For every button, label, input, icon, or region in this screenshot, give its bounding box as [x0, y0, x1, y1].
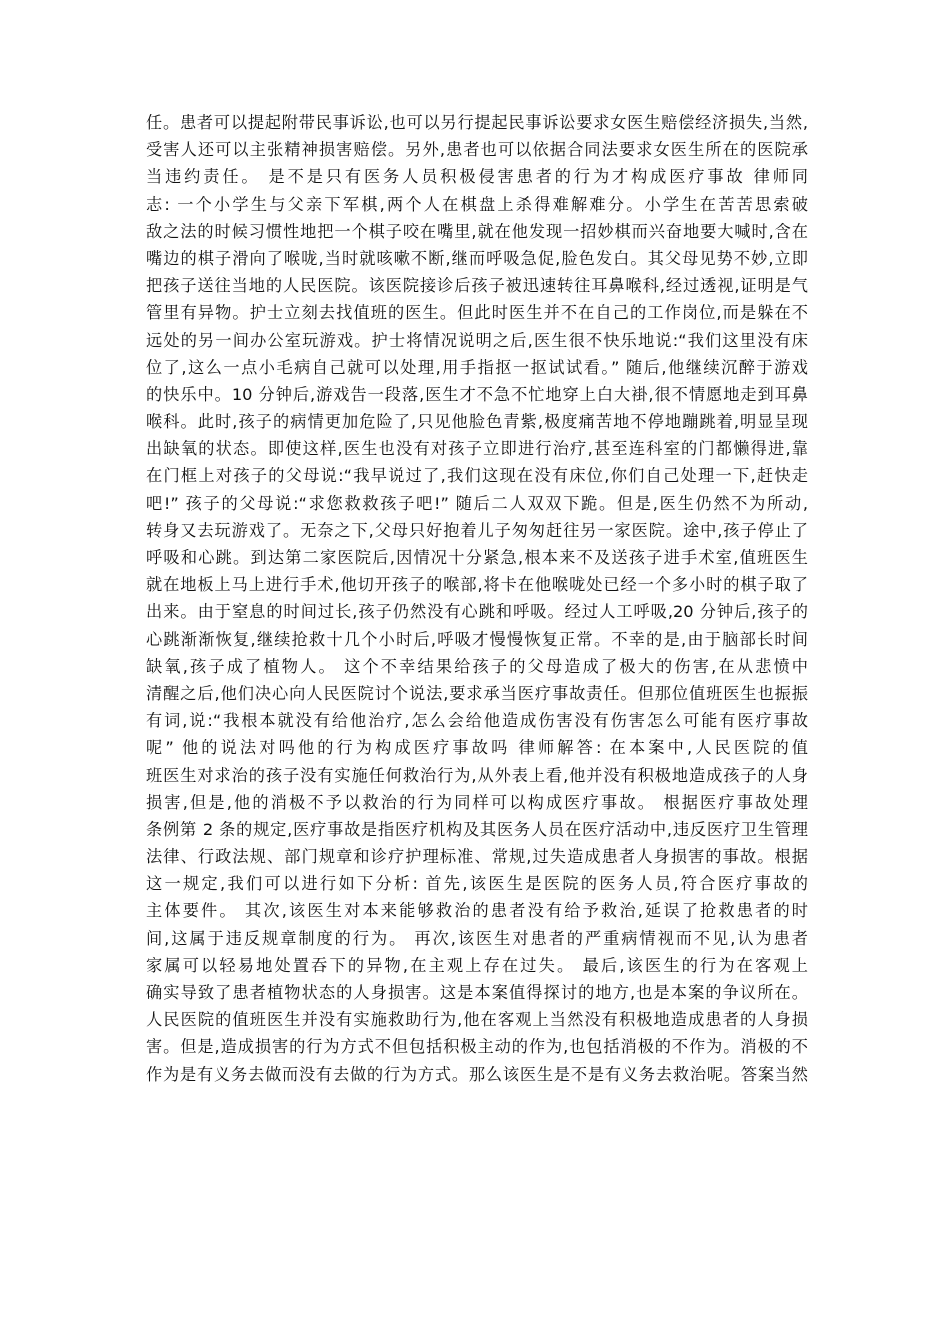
text-line: 呢” 他的说法对吗他的行为构成医疗事故吗 律师解答: 在本案中,人民医院的值 [146, 738, 808, 758]
text-line: 作为是有义务去做而没有去做的行为方式。那么该医生是不是有义务去救治呢。答案当然 [146, 1064, 808, 1084]
text-line: 吧!” 孩子的父母说:“求您救救孩子吧!” 随后二人双双下跪。但是,医生仍然不为所动, [146, 493, 808, 513]
text-line: 人民医院的值班医生并没有实施救助行为,他在客观上当然没有积极地造成患者的人身损 [146, 1010, 808, 1030]
text-line: 的快乐中。10 分钟后,游戏告一段落,医生才不急不忙地穿上白大褂,很不情愿地走到耳鼻 [146, 384, 808, 404]
text-line: 嘴边的棋子滑向了喉咙,当时就咳嗽不断,继而呼吸急促,脸色发白。其父母见势不妙,立即 [146, 248, 808, 268]
text-line: 出来。由于窒息的时间过长,孩子仍然没有心跳和呼吸。经过人工呼吸,20 分钟后,孩子的 [146, 602, 808, 622]
document-body [146, 109, 808, 1088]
text-line: 敌之法的时候习惯性地把一个棋子咬在嘴里,就在他发现一招妙棋而兴奋地要大喊时,含在 [146, 221, 808, 241]
text-line: 条例第 2 条的规定,医疗事故是指医疗机构及其医务人员在医疗活动中,违反医疗卫生管理 [146, 819, 808, 839]
text-line: 当违约责任。 是不是只有医务人员积极侵害患者的行为才构成医疗事故 律师同 [146, 167, 808, 187]
text-line: 损害,但是,他的消极不予以救治的行为同样可以构成医疗事故。 根据医疗事故处理 [146, 792, 808, 812]
text-line: 班医生对求治的孩子没有实施任何救治行为,从外表上看,他并没有积极地造成孩子的人身 [146, 765, 808, 785]
text-line: 管里有异物。护士立刻去找值班的医生。但此时医生并不在自己的工作岗位,而是躲在不 [146, 303, 808, 323]
text-line: 在门框上对孩子的父母说:“我早说过了,我们这现在没有床位,你们自己处理一下,赶快走 [146, 466, 808, 486]
text-line: 缺氧,孩子成了植物人。 这个不幸结果给孩子的父母造成了极大的伤害,在从悲愤中 [146, 656, 808, 676]
text-line: 清醒之后,他们决心向人民医院讨个说法,要求承当医疗事故责任。但那位值班医生也振振 [146, 683, 808, 703]
text-line: 呼吸和心跳。到达第二家医院后,因情况十分紧急,根本来不及送孩子进手术室,值班医生 [146, 548, 808, 567]
text-line: 志: 一个小学生与父亲下军棋,两个人在棋盘上杀得难解难分。小学生在苦苦思索破 [146, 194, 808, 214]
text-line: 心跳渐渐恢复,继续抢救十几个小时后,呼吸才慢慢恢复正常。不幸的是,由于脑部长时间 [146, 629, 808, 649]
text-line: 就在地板上马上进行手术,他切开孩子的喉部,将卡在他喉咙处已经一个多小时的棋子取了 [146, 575, 808, 595]
text-line: 远处的另一间办公室玩游戏。护士将情况说明之后,医生很不快乐地说:“我们这里没有床 [146, 330, 808, 350]
text-line: 有词,说:“我根本就没有给他治疗,怎么会给他造成伤害没有伤害怎么可能有医疗事故 [146, 711, 808, 731]
text-line: 喉科。此时,孩子的病情更加危险了,只见他脸色青紫,极度痛苦地不停地蹦跳着,明显呈现 [146, 412, 808, 432]
text-line: 把孩子送往当地的人民医院。该医院接诊后孩子被迅速转往耳鼻喉科,经过透视,证明是气 [146, 276, 808, 296]
text-line: 这一规定,我们可以进行如下分析: 首先,该医生是医院的医务人员,符合医疗事故的 [146, 874, 808, 894]
text-line: 间,这属于违反规章制度的行为。 再次,该医生对患者的严重病情视而不见,认为患者 [146, 928, 808, 948]
text-line: 主体要件。 其次,该医生对本来能够救治的患者没有给予救治,延误了抢救患者的时 [146, 901, 808, 921]
text-line: 害。但是,造成损害的行为方式不但包括积极主动的作为,也包括消极的不作为。消极的不 [146, 1037, 808, 1057]
text-line: 受害人还可以主张精神损害赔偿。另外,患者也可以依据合同法要求女医生所在的医院承 [146, 140, 808, 160]
text-line: 位了,这么一点小毛病自己就可以处理,用手指抠一抠试试看。” 随后,他继续沉醉于游戏 [146, 357, 808, 377]
text-line: 任。患者可以提起附带民事诉讼,也可以另行提起民事诉讼要求女医生赔偿经济损失,当然, [146, 113, 808, 132]
text-line: 家属可以轻易地处置吞下的异物,在主观上存在过失。 最后,该医生的行为在客观上 [146, 955, 808, 975]
text-line: 法律、行政法规、部门规章和诊疗护理标准、常规,过失造成患者人身损害的事故。根据 [146, 847, 808, 867]
text-line: 出缺氧的状态。即使这样,医生也没有对孩子立即进行治疗,甚至连科室的门都懒得进,靠 [146, 439, 808, 459]
text-line: 转身又去玩游戏了。无奈之下,父母只好抱着儿子匆匆赶往另一家医院。途中,孩子停止了 [146, 520, 808, 540]
text-line: 确实导致了患者植物状态的人身损害。这是本案值得探讨的地方,也是本案的争议所在。 [146, 983, 808, 1002]
